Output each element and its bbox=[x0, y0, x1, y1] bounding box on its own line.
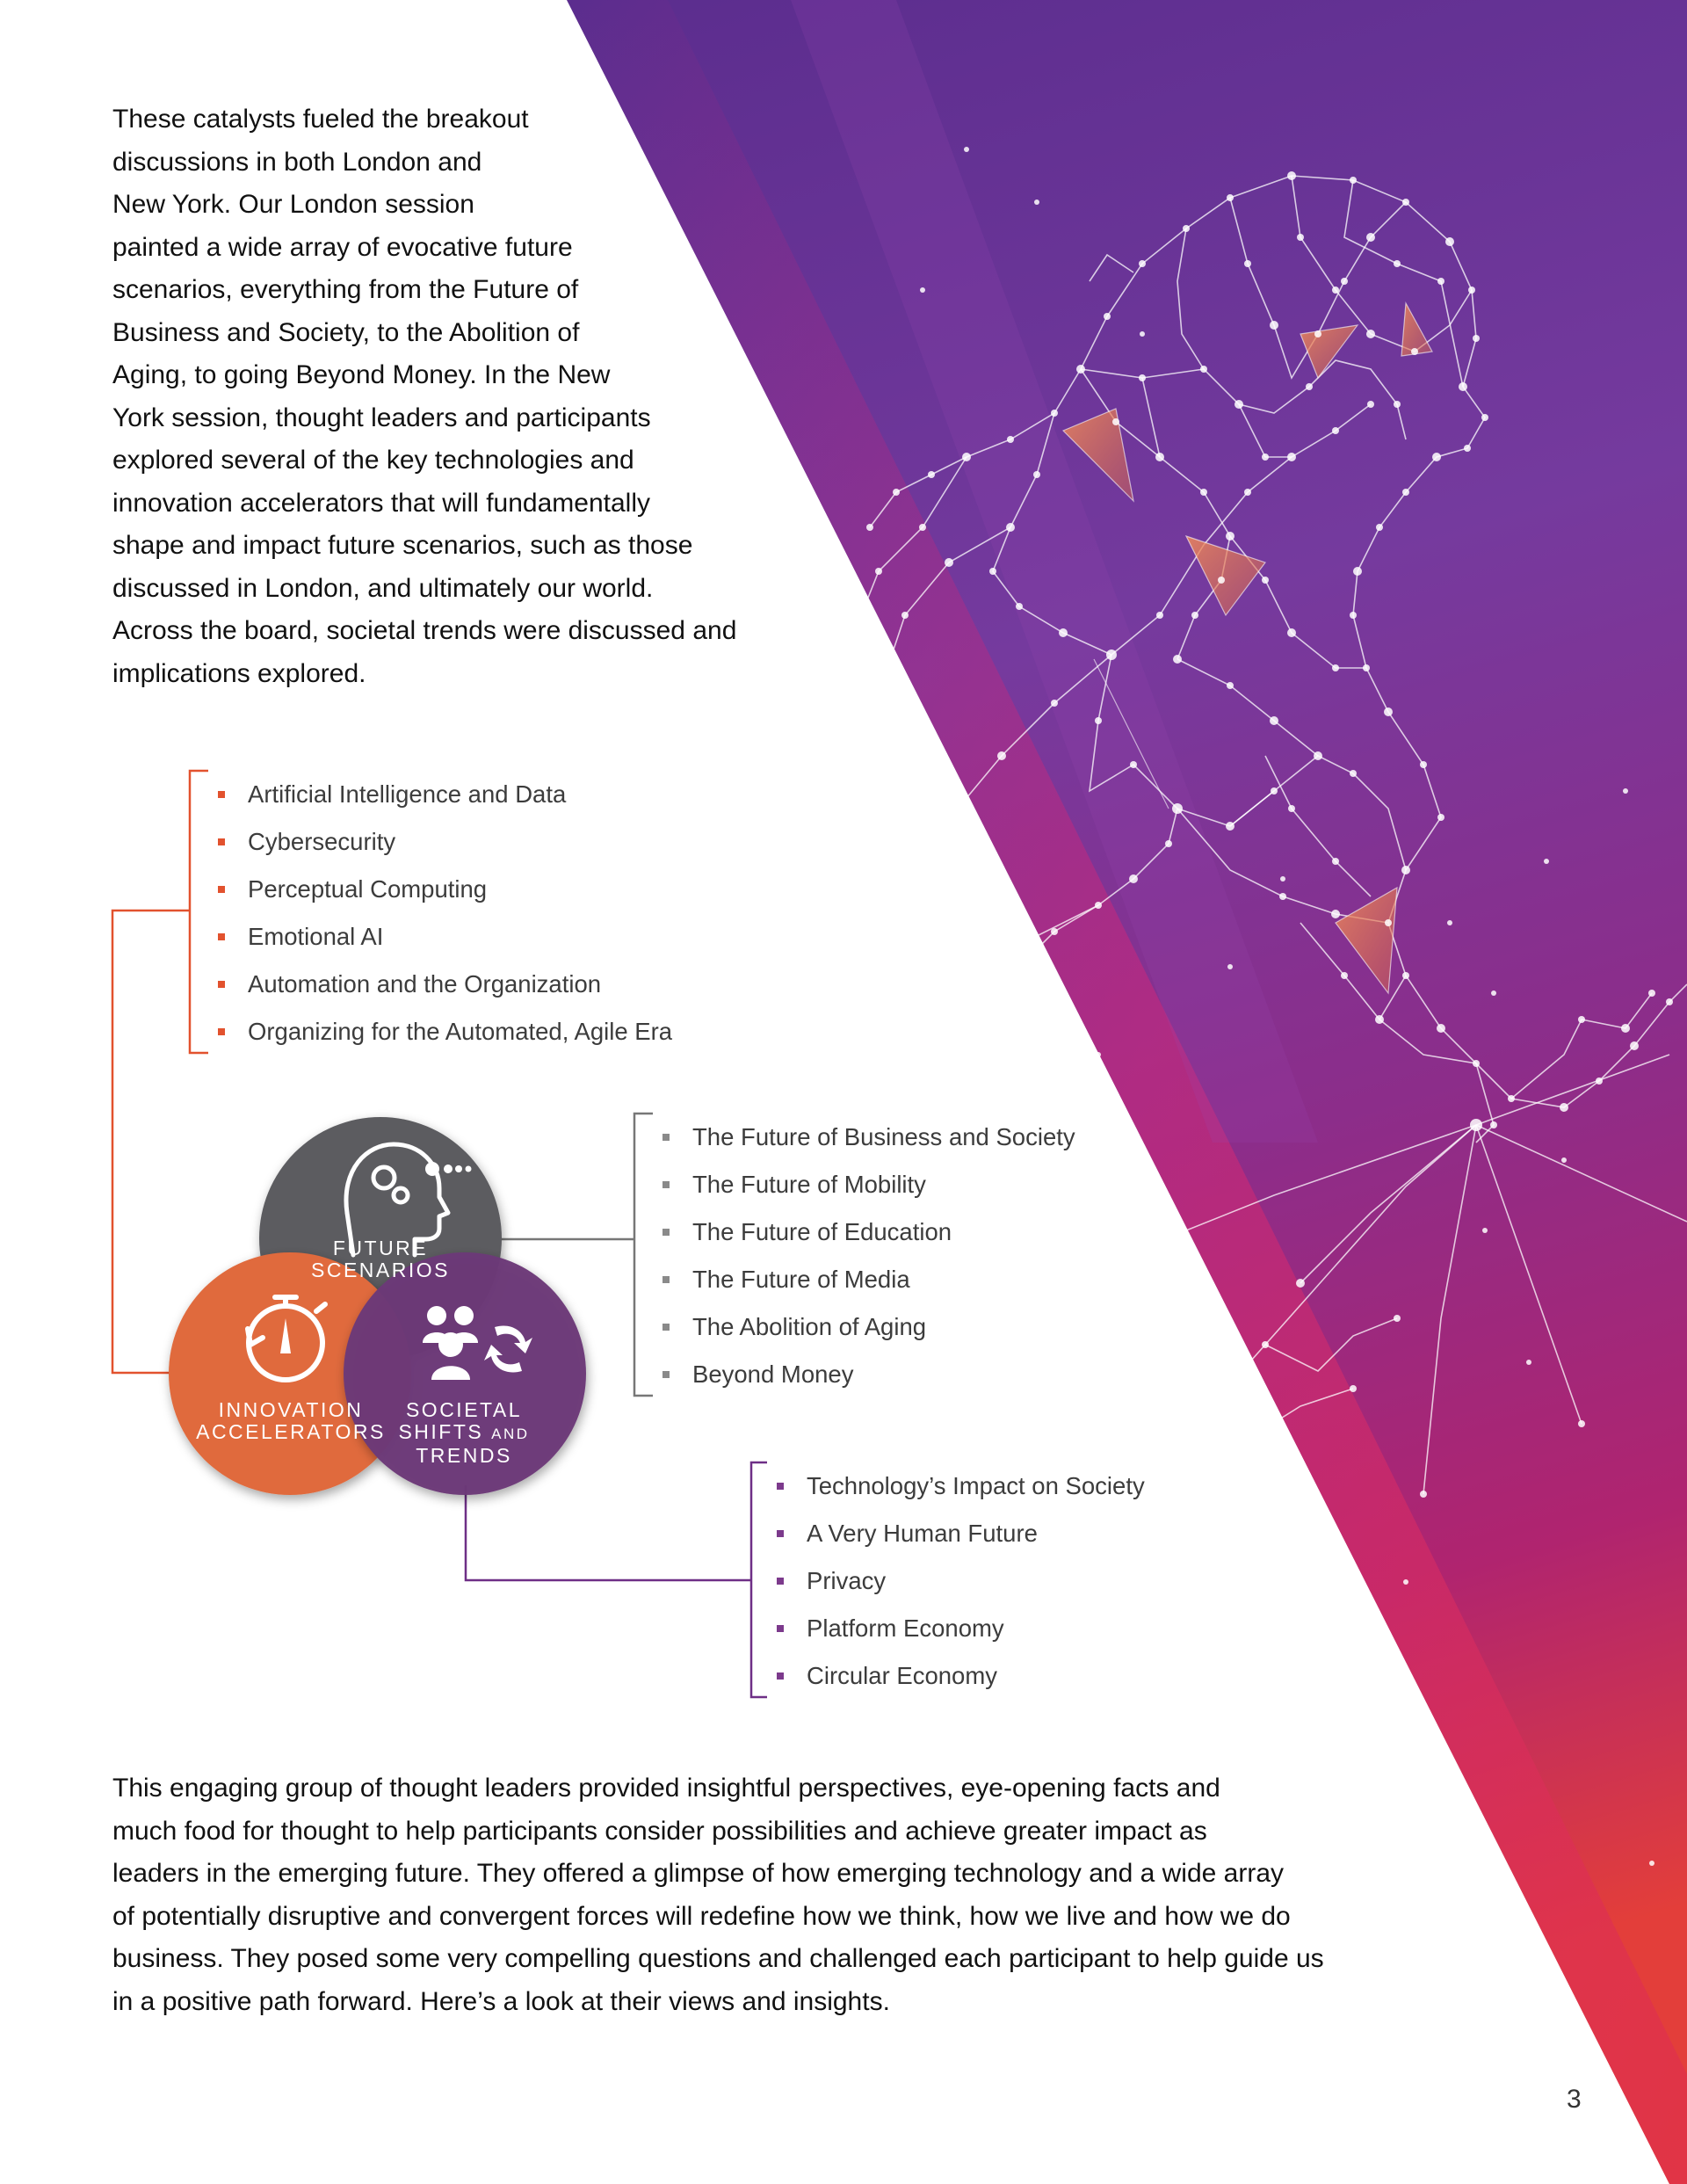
intro-line: innovation accelerators that will fundamentally bbox=[112, 488, 650, 518]
societal-shifts-item: Platform Economy bbox=[777, 1605, 1145, 1652]
innovation-accelerators-item: Organizing for the Automated, Agile Era bbox=[218, 1008, 672, 1056]
intro-line: implications explored. bbox=[112, 658, 366, 688]
future-scenarios-item: The Future of Education bbox=[662, 1208, 1075, 1256]
innovation-label-line1: INNOVATION bbox=[218, 1398, 364, 1421]
innovation-accelerators-list bbox=[218, 771, 672, 1056]
innovation-label-line2: ACCELERATORS bbox=[196, 1420, 386, 1443]
innovation-accelerators-item: Artificial Intelligence and Data bbox=[218, 771, 672, 818]
intro-line: These catalysts fueled the breakout bbox=[112, 105, 529, 134]
intro-line: shape and impact future scenarios, such as those bbox=[112, 531, 693, 560]
societal-shifts-list bbox=[777, 1462, 1145, 1700]
future-scenarios-list bbox=[662, 1114, 1075, 1398]
page-number: 3 bbox=[1567, 2085, 1582, 2114]
innovation-accelerators-item: Perceptual Computing bbox=[218, 866, 672, 913]
intro-line: explored several of the key technologies and bbox=[112, 446, 634, 475]
outro-line: business. They posed some very compelling questions and challenged each participant to help guide us bbox=[112, 1944, 1324, 1973]
outro-line: This engaging group of thought leaders provided insightful perspectives, eye-opening facts and bbox=[112, 1774, 1220, 1803]
societal-label-and: AND bbox=[491, 1426, 530, 1442]
innovation-accelerators-label bbox=[181, 1399, 401, 1443]
societal-label-line2 bbox=[376, 1421, 552, 1445]
intro-line: New York. Our London session bbox=[112, 190, 474, 219]
outro-line: much food for thought to help participants consider possibilities and achieve greater impact as bbox=[112, 1816, 1207, 1846]
outro-line: in a positive path forward. Here’s a look at their views and insights. bbox=[112, 1986, 890, 2016]
societal-label-line3: TRENDS bbox=[416, 1444, 512, 1467]
intro-line: Across the board, societal trends were discussed and bbox=[112, 616, 737, 645]
innovation-accelerators-item: Automation and the Organization bbox=[218, 961, 672, 1008]
outro-line: of potentially disruptive and convergent forces will redefine how we think, how we live and how we do bbox=[112, 1901, 1291, 1931]
societal-label-line1: SOCIETAL bbox=[405, 1398, 523, 1421]
outro-line: leaders in the emerging future. They offered a glimpse of how emerging technology and a wide array bbox=[112, 1859, 1285, 1888]
intro-line: Aging, to going Beyond Money. In the New bbox=[112, 360, 611, 389]
intro-line: discussions in both London and bbox=[112, 147, 482, 177]
future-scenarios-label bbox=[293, 1237, 468, 1281]
societal-shifts-item: Privacy bbox=[777, 1557, 1145, 1605]
intro-line: scenarios, everything from the Future of bbox=[112, 275, 579, 304]
future-scenarios-item: The Future of Mobility bbox=[662, 1161, 1075, 1208]
intro-line: painted a wide array of evocative future bbox=[112, 232, 573, 262]
societal-shifts-label bbox=[376, 1399, 552, 1467]
future-scenarios-item: The Future of Media bbox=[662, 1256, 1075, 1303]
intro-line: discussed in London, and ultimately our world. bbox=[112, 573, 654, 603]
future-scenarios-item: The Abolition of Aging bbox=[662, 1303, 1075, 1351]
future-scenarios-item: The Future of Business and Society bbox=[662, 1114, 1075, 1161]
intro-line: York session, thought leaders and participants bbox=[112, 403, 651, 432]
innovation-accelerators-item: Emotional AI bbox=[218, 913, 672, 961]
outro-paragraph bbox=[112, 1767, 1324, 2023]
future-label-line1: FUTURE bbox=[332, 1237, 429, 1259]
societal-shifts-item: Circular Economy bbox=[777, 1652, 1145, 1700]
societal-shifts-item: Technology’s Impact on Society bbox=[777, 1462, 1145, 1510]
societal-shifts-item: A Very Human Future bbox=[777, 1510, 1145, 1557]
societal-label-shifts: SHIFTS bbox=[398, 1420, 484, 1443]
innovation-accelerators-item: Cybersecurity bbox=[218, 818, 672, 866]
future-scenarios-item: Beyond Money bbox=[662, 1351, 1075, 1398]
future-label-line2: SCENARIOS bbox=[311, 1259, 450, 1281]
intro-line: Business and Society, to the Abolition of bbox=[112, 317, 580, 347]
